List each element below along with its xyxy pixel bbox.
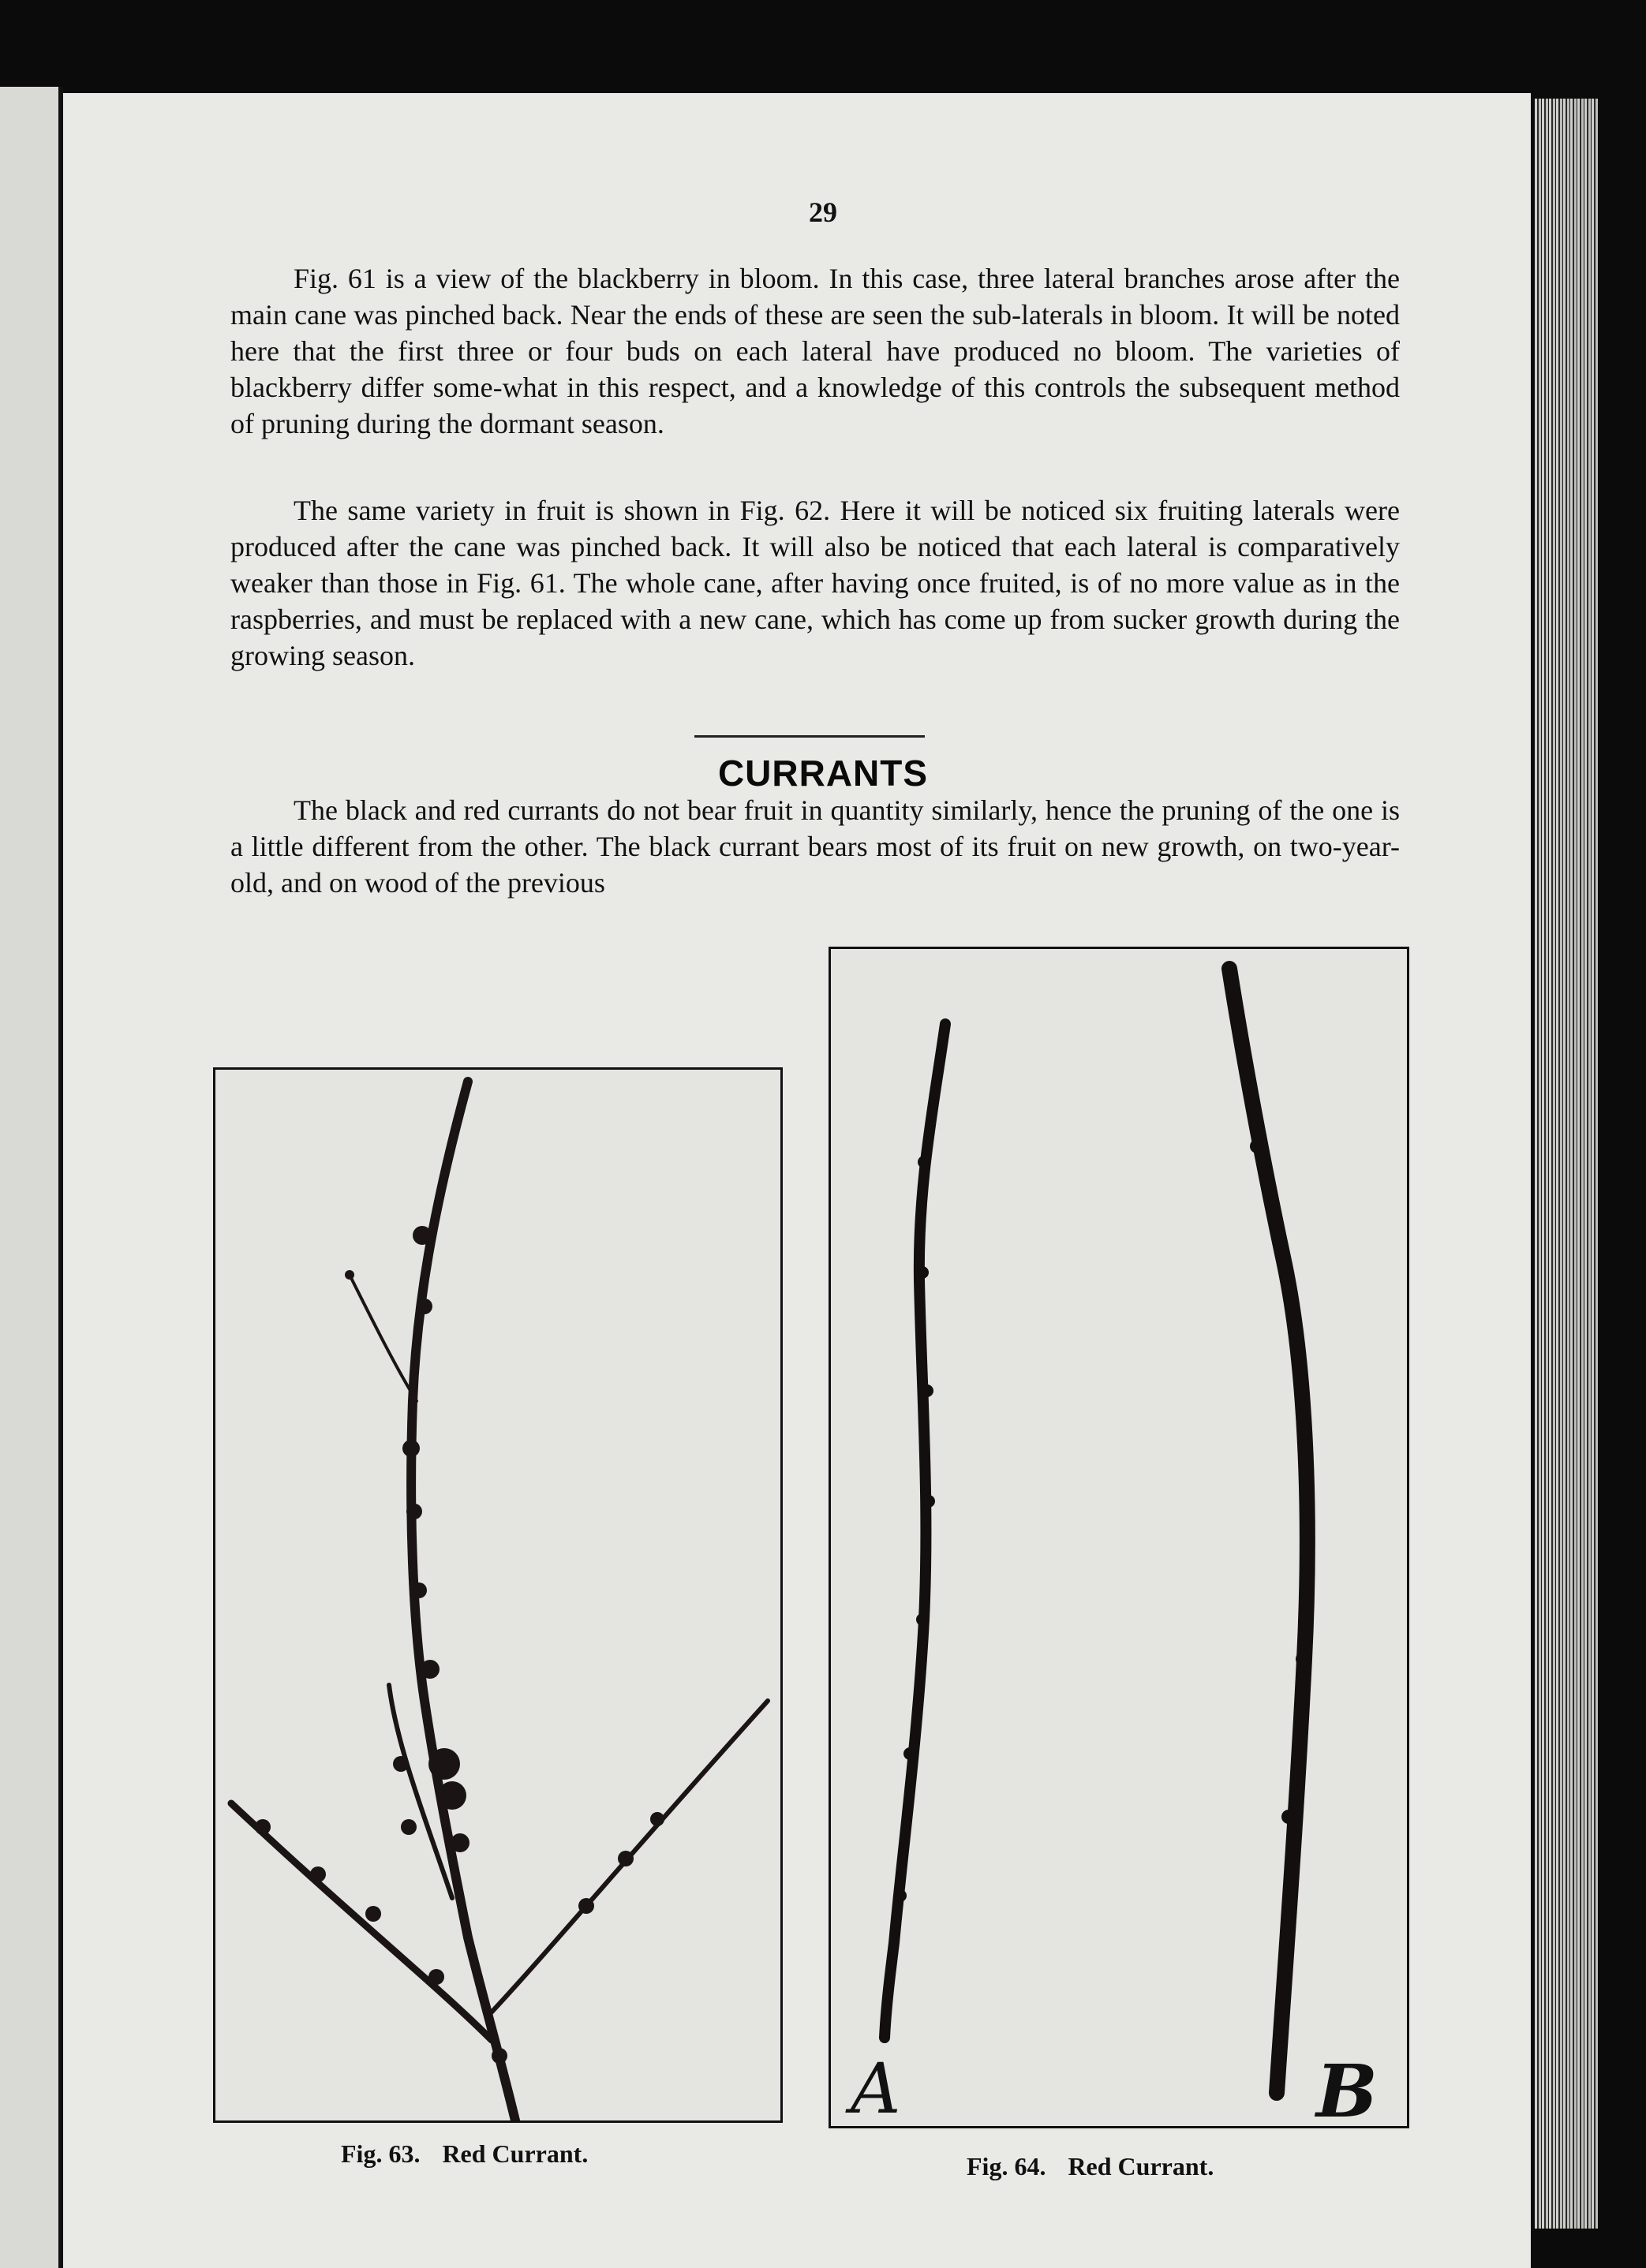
- scan-border-left: [0, 87, 63, 2268]
- figure-label: Fig. 63.: [341, 2139, 421, 2168]
- figure-64-photo: [829, 947, 1409, 2128]
- page-edge: [1535, 99, 1598, 2229]
- section-heading: CURRANTS: [717, 753, 929, 794]
- figure-title: Red Currant.: [1068, 2152, 1214, 2180]
- marker-b: B: [1316, 2049, 1378, 2126]
- paragraph-blackberry-fruit: [230, 492, 1400, 674]
- paragraph-currants: [230, 792, 1400, 901]
- section-divider: [694, 735, 925, 738]
- red-currant-canes-illustration: [831, 949, 1407, 2126]
- paragraph-text: The same variety in fruit is shown in Fig. 62. Here it will be noticed six fruiting laterals were produced after the cane was pinched back. It will also be noticed that each lateral is comparatively weaker than those in Fig. 61. The whole cane, after having once fruited, is of no more value as in the raspberries, and must be replaced with a new cane, which has come up from sucker growth during the growing season.: [230, 495, 1400, 671]
- page-number: 29: [809, 196, 837, 228]
- figure-64-caption: [967, 2152, 1214, 2181]
- figure-label: Fig. 64.: [967, 2152, 1046, 2180]
- red-currant-branch-illustration: [215, 1070, 780, 2120]
- paragraph-blackberry-bloom: [230, 260, 1400, 442]
- paragraph-text: Fig. 61 is a view of the blackberry in bloom. In this case, three lateral branches arose after the main cane was pinched back. Near the ends of these are seen the sub-laterals in bloom. It will be noted here that the first three or four buds on each lateral have produced no bloom. The varieties of blackberry differ some-what in this respect, and a knowledge of this controls the subsequent method of pruning during the dormant season.: [230, 263, 1400, 439]
- marker-a: A: [851, 2048, 901, 2126]
- figure-63-photo: [213, 1067, 783, 2123]
- figure-title: Red Currant.: [442, 2139, 589, 2168]
- paragraph-text: The black and red currants do not bear fruit in quantity similarly, hence the pruning of the one is a little different from the other. The black currant bears most of its fruit on new growth, on two-year-old, and on wood of the previous: [230, 794, 1400, 899]
- figure-63-caption: [341, 2139, 588, 2169]
